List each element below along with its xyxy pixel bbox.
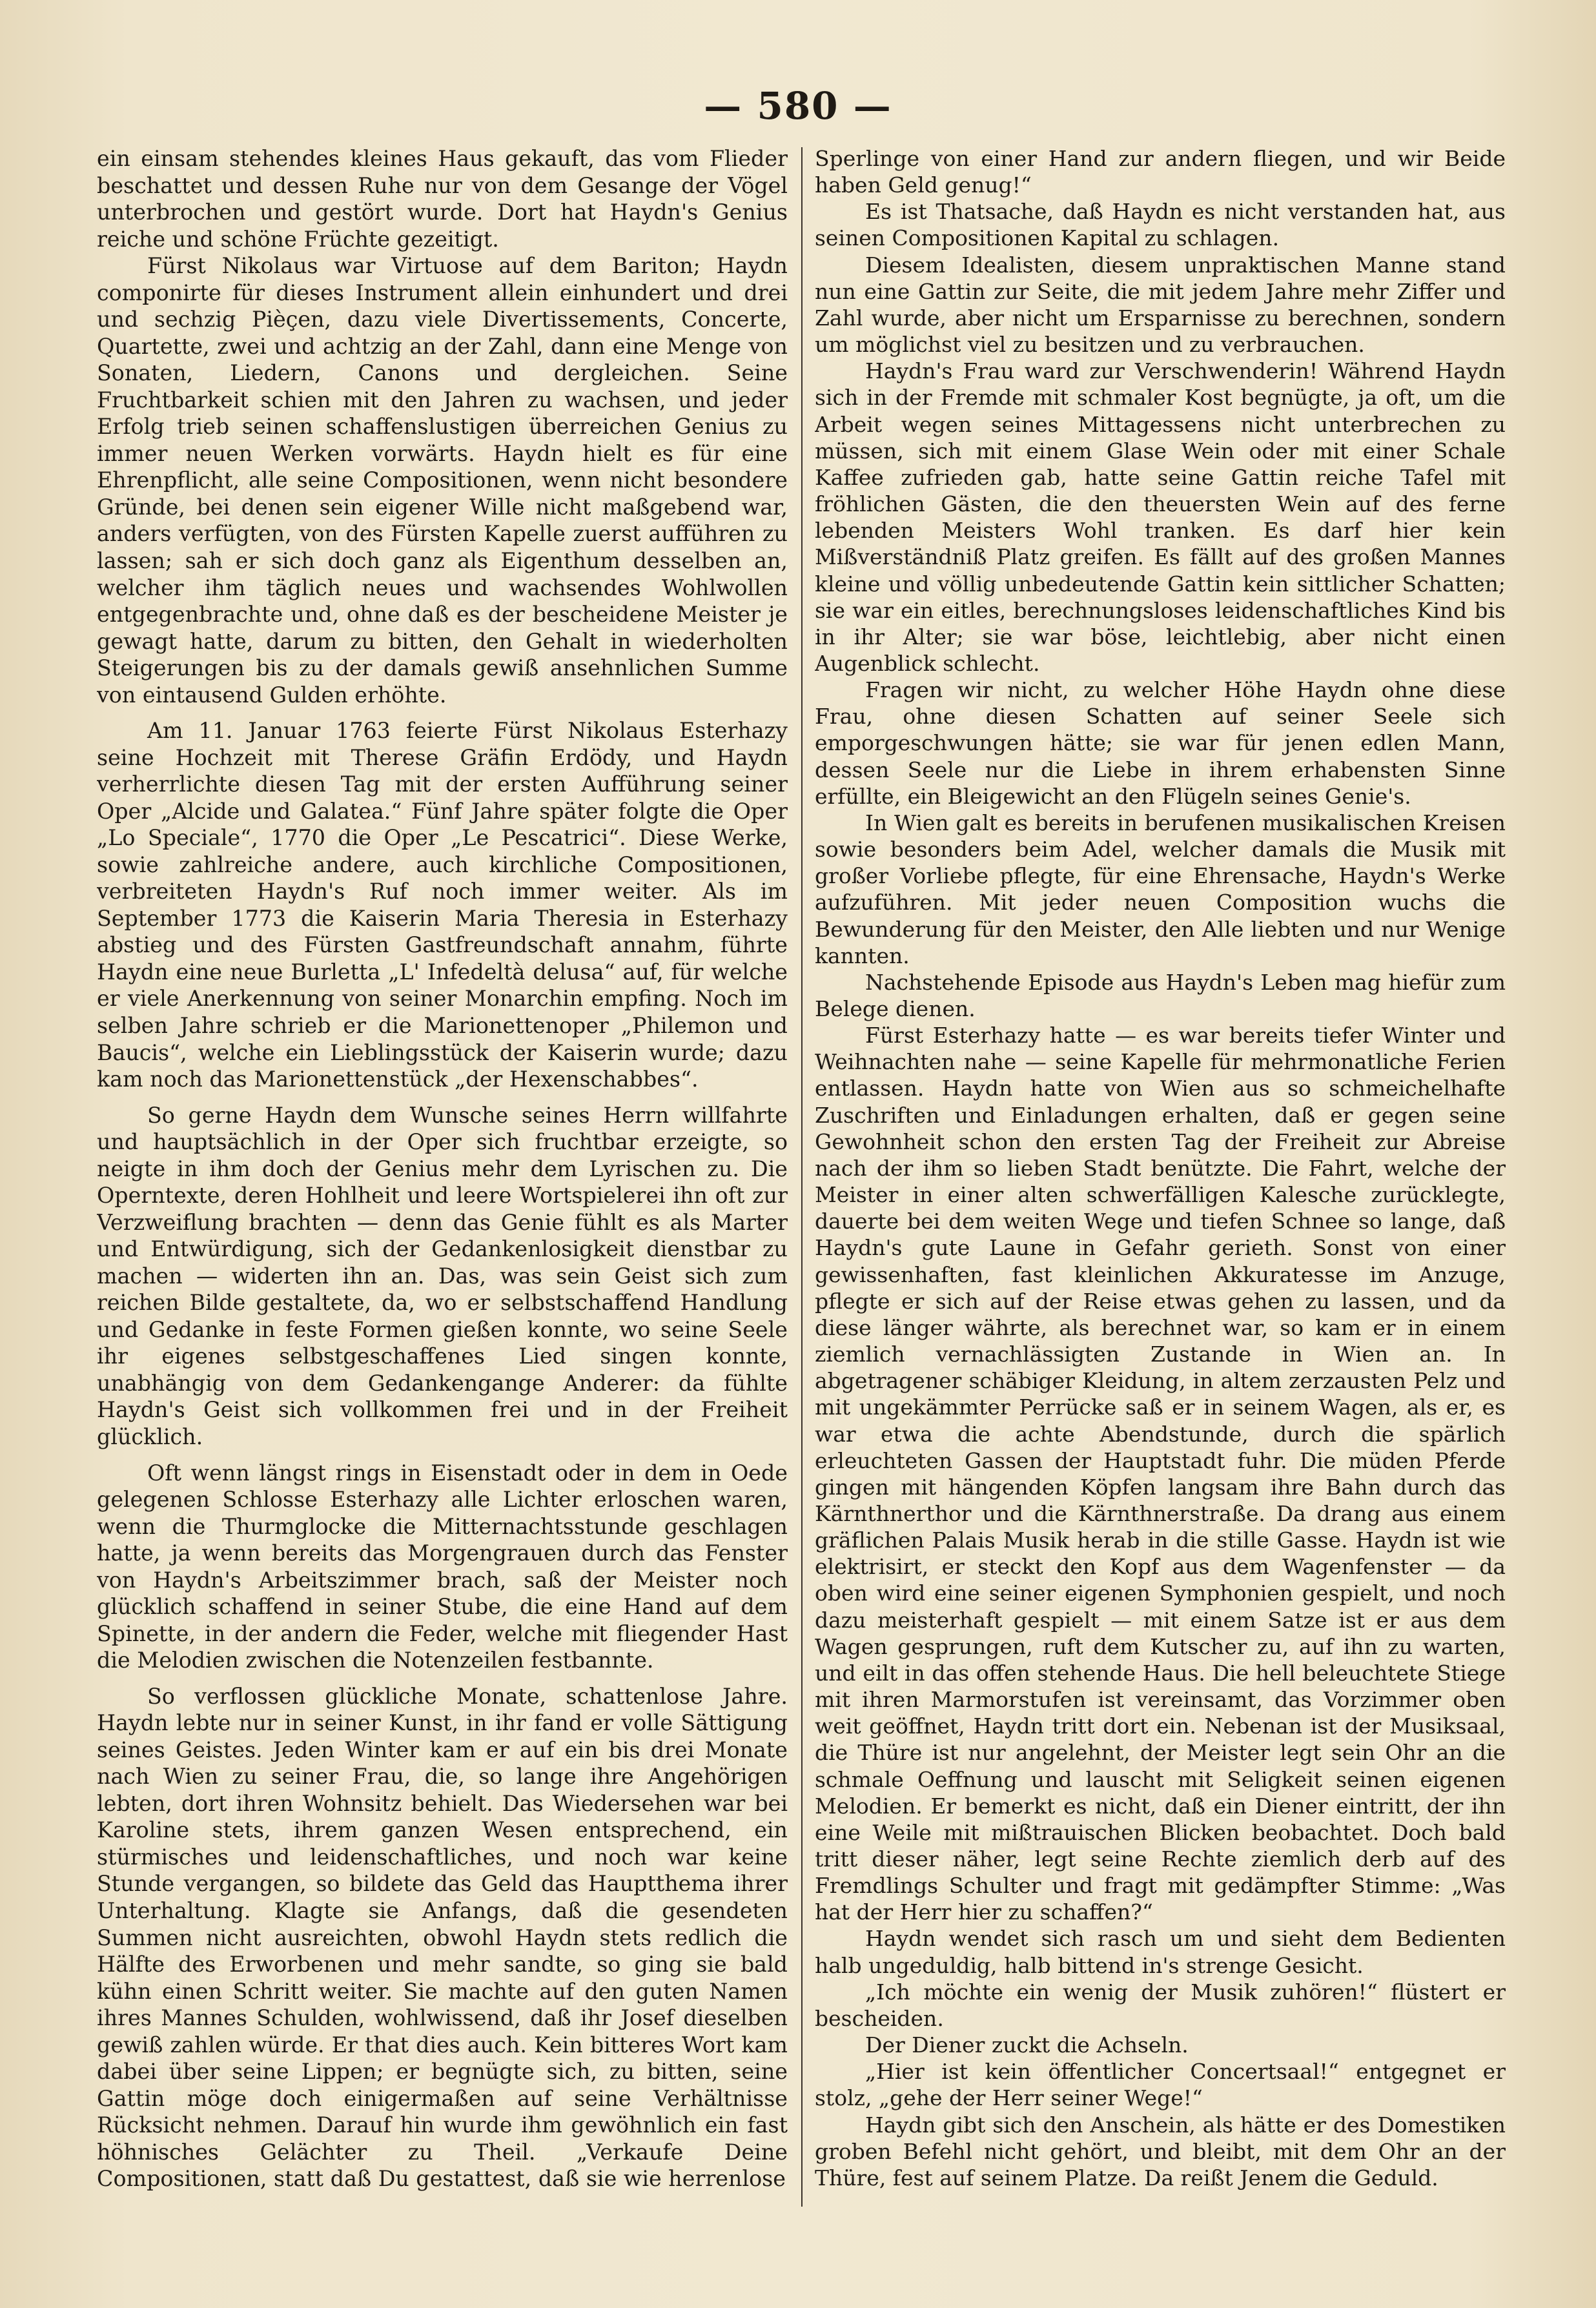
paragraph: ein einsam stehendes kleines Haus gekauft, das vom Flieder beschattet und dessen Ruhe nur von dem Gesange der Vögel unterbrochen und gestört wurde. Dort hat Haydn's Genius reiche und schöne Früchte gezeitigt. — [97, 146, 788, 252]
paragraph: Haydn gibt sich den Anschein, als hätte er des Domestiken groben Befehl nicht gehört, und bleibt, mit dem Ohr an der Thüre, fest auf seinem Platze. Da reißt Jenem die Geduld. — [815, 2112, 1506, 2191]
left-column — [97, 145, 788, 2224]
paragraph: Fürst Nikolaus war Virtuose auf dem Bariton; Haydn componirte für dieses Instrument allein einhundert und drei und sechzig Pièçen, dazu viele Divertissements, Concerte, Quartette, zwei und achtzig an der Zahl, dann eine Menge von Sonaten, Liedern, Canons und dergleichen. Seine Fruchtbarkeit schien mit den Jahren zu wachsen, und jeder Erfolg trieb seinen schaffenslustigen überreichen Genius zu immer neuen Werken vorwärts. Haydn hielt es für eine Ehrenpflicht, alle seine Compositionen, wenn nicht besondere Gründe, bei denen sein eigener Wille nicht maßgebend war, anders verfügten, von des Fürsten Kapelle zuerst aufführen zu lassen; sah er sich doch ganz als Eigenthum desselben an, welcher ihm täglich neues und wachsendes Wohlwollen entgegenbrachte und, ohne daß es der bescheidene Meister je gewagt hatte, darum zu bitten, den Gehalt in wiederholten Steigerungen bis zu der damals gewiß ansehnlichen Summe von eintausend Gulden erhöhte. — [97, 253, 788, 708]
paragraph: Oft wenn längst rings in Eisenstadt oder in dem in Oede gelegenen Schlosse Esterhazy alle Lichter erloschen waren, wenn die Thurmglocke die Mitternachtsstunde geschlagen hatte, ja wenn bereits das Morgengrauen durch das Fenster von Haydn's Arbeitszimmer brach, saß der Meister noch glücklich schaffend in seiner Stube, die eine Hand auf dem Spinette, in der andern die Feder, welche mit fliegender Hast die Melodien zwischen die Notenzeilen festbannte. — [97, 1460, 788, 1673]
paragraph: Der Diener zuckt die Achseln. — [865, 2032, 1189, 2058]
column-divider — [801, 147, 803, 2207]
paragraph: Diesem Idealisten, diesem unpraktischen Manne stand nun eine Gattin zur Seite, die mit jedem Jahre mehr Ziffer und Zahl wurde, aber nicht um Ersparnisse zu berechnen, sondern um möglichst viel zu besitzen und zu verbrauchen. — [815, 252, 1506, 358]
paragraph: Fragen wir nicht, zu welcher Höhe Haydn ohne diese Frau, ohne diesen Schatten auf seiner Seele sich emporgeschwungen hätte; sie war für jenen edlen Mann, dessen Seele nur die Liebe in ihrem erhabensten Sinne erfüllte, ein Bleigewicht an den Flügeln seines Genie's. — [815, 677, 1506, 809]
paragraph: Am 11. Januar 1763 feierte Fürst Nikolaus Esterhazy seine Hochzeit mit Therese Gräfin Erdödy, und Haydn verherrlichte diesen Tag mit der ersten Aufführung seiner Oper „Alcide und Galatea.“ Fünf Jahre später folgte die Oper „Lo Speciale“, 1770 die Oper „Le Pescatrici“. Diese Werke, sowie zahlreiche andere, auch kirchliche Compositionen, verbreiteten Haydn's Ruf noch immer weiter. Als im September 1773 die Kaiserin Maria Theresia in Esterhazy abstieg und des Fürsten Gastfreundschaft annahm, führte Haydn eine neue Burletta „L' Infedeltà delusa“ auf, für welche er viele Anerkennung von seiner Monarchin empfing. Noch im selben Jahre schrieb er die Marionettenoper „Philemon und Baucis“, welche ein Lieblingsstück der Kaiserin wurde; dazu kam noch das Marionettenstück „der Hexenschabbes“. — [97, 718, 788, 1092]
paragraph: So verflossen glückliche Monate, schattenlose Jahre. Haydn lebte nur in seiner Kunst, in ihr fand er volle Sättigung seines Geistes. Jeden Winter kam er auf ein bis drei Monate nach Wien zu seiner Frau, die, so lange ihre Angehörigen lebten, dort ihren Wohnsitz behielt. Das Wiedersehen war bei Karoline stets, ihrem ganzen Wesen entsprechend, ein stürmisches und leidenschaftliches, und noch war keine Stunde vergangen, so bildete das Geld das Hauptthema ihrer Unterhaltung. Klagte sie Anfangs, daß die gesendeten Summen nicht ausreichten, obwohl Haydn stets redlich die Hälfte des Erworbenen und mehr sandte, so ging sie bald kühn einen Schritt weiter. Sie machte auf den guten Namen ihres Mannes Schulden, wohlwissend, daß ihr Josef dieselben gewiß zahlen würde. Er that dies auch. Kein bitteres Wort kam dabei über seine Lippen; er begnügte sich, zu bitten, seine Gattin möge doch einigermaßen auf seine Verhältnisse Rücksicht nehmen. Darauf hin wurde ihm gewöhnlich ein fast höhnisches Gelächter zu Theil. „Verkaufe Deine Compositionen, statt daß Du gestattest, daß sie wie herrenlose — [97, 1683, 788, 2192]
paragraph: So gerne Haydn dem Wunsche seines Herrn willfahrte und hauptsächlich in der Oper sich fruchtbar erzeigte, so neigte in ihm doch der Genius mehr dem Lyrischen zu. Die Operntexte, deren Hohlheit und leere Wortspielerei ihn oft zur Verzweiflung brachten — denn das Genie fühlt es als Marter und Entwürdigung, sich der Gedankenlosigkeit dienstbar zu machen — widerten ihn an. Das, was sein Geist sich zum reichen Bilde gestaltete, da, wo er selbstschaffend Handlung und Gedanke in feste Formen gießen konnte, wo seine Seele ihr eigenes selbstgeschaffenes Lied singen konnte, unabhängig von dem Gedankengange Anderer: da fühlte Haydn's Geist sich vollkommen frei und in der Freiheit glücklich. — [97, 1102, 788, 1449]
right-column — [815, 145, 1506, 2224]
paragraph: Haydn's Frau ward zur Verschwenderin! Während Haydn sich in der Fremde mit schmaler Kost begnügte, ja oft, um die Arbeit wegen seines Mittagessens nicht unterbrechen zu müssen, sich mit einem Glase Wein oder mit einer Schale Kaffee zufrieden gab, hatte seine Gattin reiche Tafel mit fröhlichen Gästen, die den theuersten Wein auf des ferne lebenden Meisters Wohl tranken. Es darf hier kein Mißverständniß Platz greifen. Es fällt auf des großen Mannes kleine und völlig unbedeutende Gattin kein sittlicher Schatten; sie war ein eitles, berechnungsloses leidenschaftliches Kind bis in ihr Alter; sie war böse, leichtlebig, aber nicht einen Augenblick schlecht. — [815, 358, 1506, 676]
paragraph: „Hier ist kein öffentlicher Concertsaal!“ entgegnet er stolz, „gehe der Herr seiner Wege!“ — [815, 2059, 1506, 2111]
paragraph: „Ich möchte ein wenig der Musik zuhören!“ flüstert er bescheiden. — [815, 1979, 1506, 2031]
paragraph: Fürst Esterhazy hatte — es war bereits tiefer Winter und Weihnachten nahe — seine Kapelle für mehrmonatliche Ferien entlassen. Haydn hatte von Wien aus so schmeichelhafte Zuschriften und Einladungen erhalten, daß er gegen seine Gewohnheit schon den ersten Tag der Freiheit zur Abreise nach der ihm so lieben Stadt benützte. Die Fahrt, welche der Meister in einer alten schwerfälligen Kalesche zurücklegte, dauerte bei dem weiten Wege und tiefen Schnee so lange, daß Haydn's gute Laune in Gefahr gerieth. Sonst von einer gewissenhaften, fast kleinlichen Akkuratesse im Anzuge, pflegte er sich auf der Reise etwas gehen zu lassen, und da diese länger währte, als berechnet war, so kam er in einem ziemlich vernachlässigten Zustande in Wien an. In abgetragener schäbiger Kleidung, in altem zerzausten Pelz und mit ungekämmter Perrücke saß er in seinem Wagen, als er, es war etwa die achte Abendstunde, durch die spärlich erleuchteten Gassen der Hauptstadt fuhr. Die müden Pferde gingen mit hängenden Köpfen langsam ihre Bahn durch das Kärnthnerthor und die Kärnthnerstraße. Da drang aus einem gräflichen Palais Musik herab in die stille Gasse. Haydn ist wie elektrisirt, er steckt den Kopf aus dem Wagenfenster — da oben wird eine seiner eigenen Symphonien gespielt, und noch dazu meisterhaft gespielt — mit einem Satze ist er aus dem Wagen gesprungen, ruft dem Kutscher zu, auf ihn zu warten, und eilt in das offen stehende Haus. Die hell beleuchtete Stiege mit ihren Marmorstufen ist vereinsamt, das Vorzimmer oben weit geöffnet, Haydn tritt dort ein. Nebenan ist der Musiksaal, die Thüre ist nur angelehnt, der Meister legt sein Ohr an die schmale Oeffnung und lauscht mit Seligkeit seinen eigenen Melodien. Er bemerkt es nicht, daß ein Diener eintritt, der ihn eine Weile mit mißtrauischen Blicken beobachtet. Doch bald tritt dieser näher, legt seine Rechte ziemlich derb auf des Fremdlings Schulter und fragt mit gedämpfter Stimme: „Was hat der Herr hier zu schaffen?“ — [815, 1023, 1506, 1925]
page-number: — 580 — — [704, 84, 892, 128]
paragraph: In Wien galt es bereits in berufenen musikalischen Kreisen sowie besonders beim Adel, welcher damals die Musik mit großer Vorliebe pflegte, für eine Ehrensache, Haydn's Werke aufzuführen. Mit jeder neuen Composition wuchs die Bewunderung für den Meister, den Alle liebten und nur Wenige kannten. — [815, 810, 1506, 968]
paragraph: Sperlinge von einer Hand zur andern fliegen, und wir Beide haben Geld genug!“ — [815, 146, 1506, 198]
paragraph: Nachstehende Episode aus Haydn's Leben mag hiefür zum Belege dienen. — [815, 969, 1506, 1021]
paragraph: Haydn wendet sich rasch um und sieht dem Bedienten halb ungeduldig, halb bittend in's strenge Gesicht. — [815, 1926, 1506, 1978]
paragraph: Es ist Thatsache, daß Haydn es nicht verstanden hat, aus seinen Compositionen Kapital zu schlagen. — [815, 199, 1506, 251]
